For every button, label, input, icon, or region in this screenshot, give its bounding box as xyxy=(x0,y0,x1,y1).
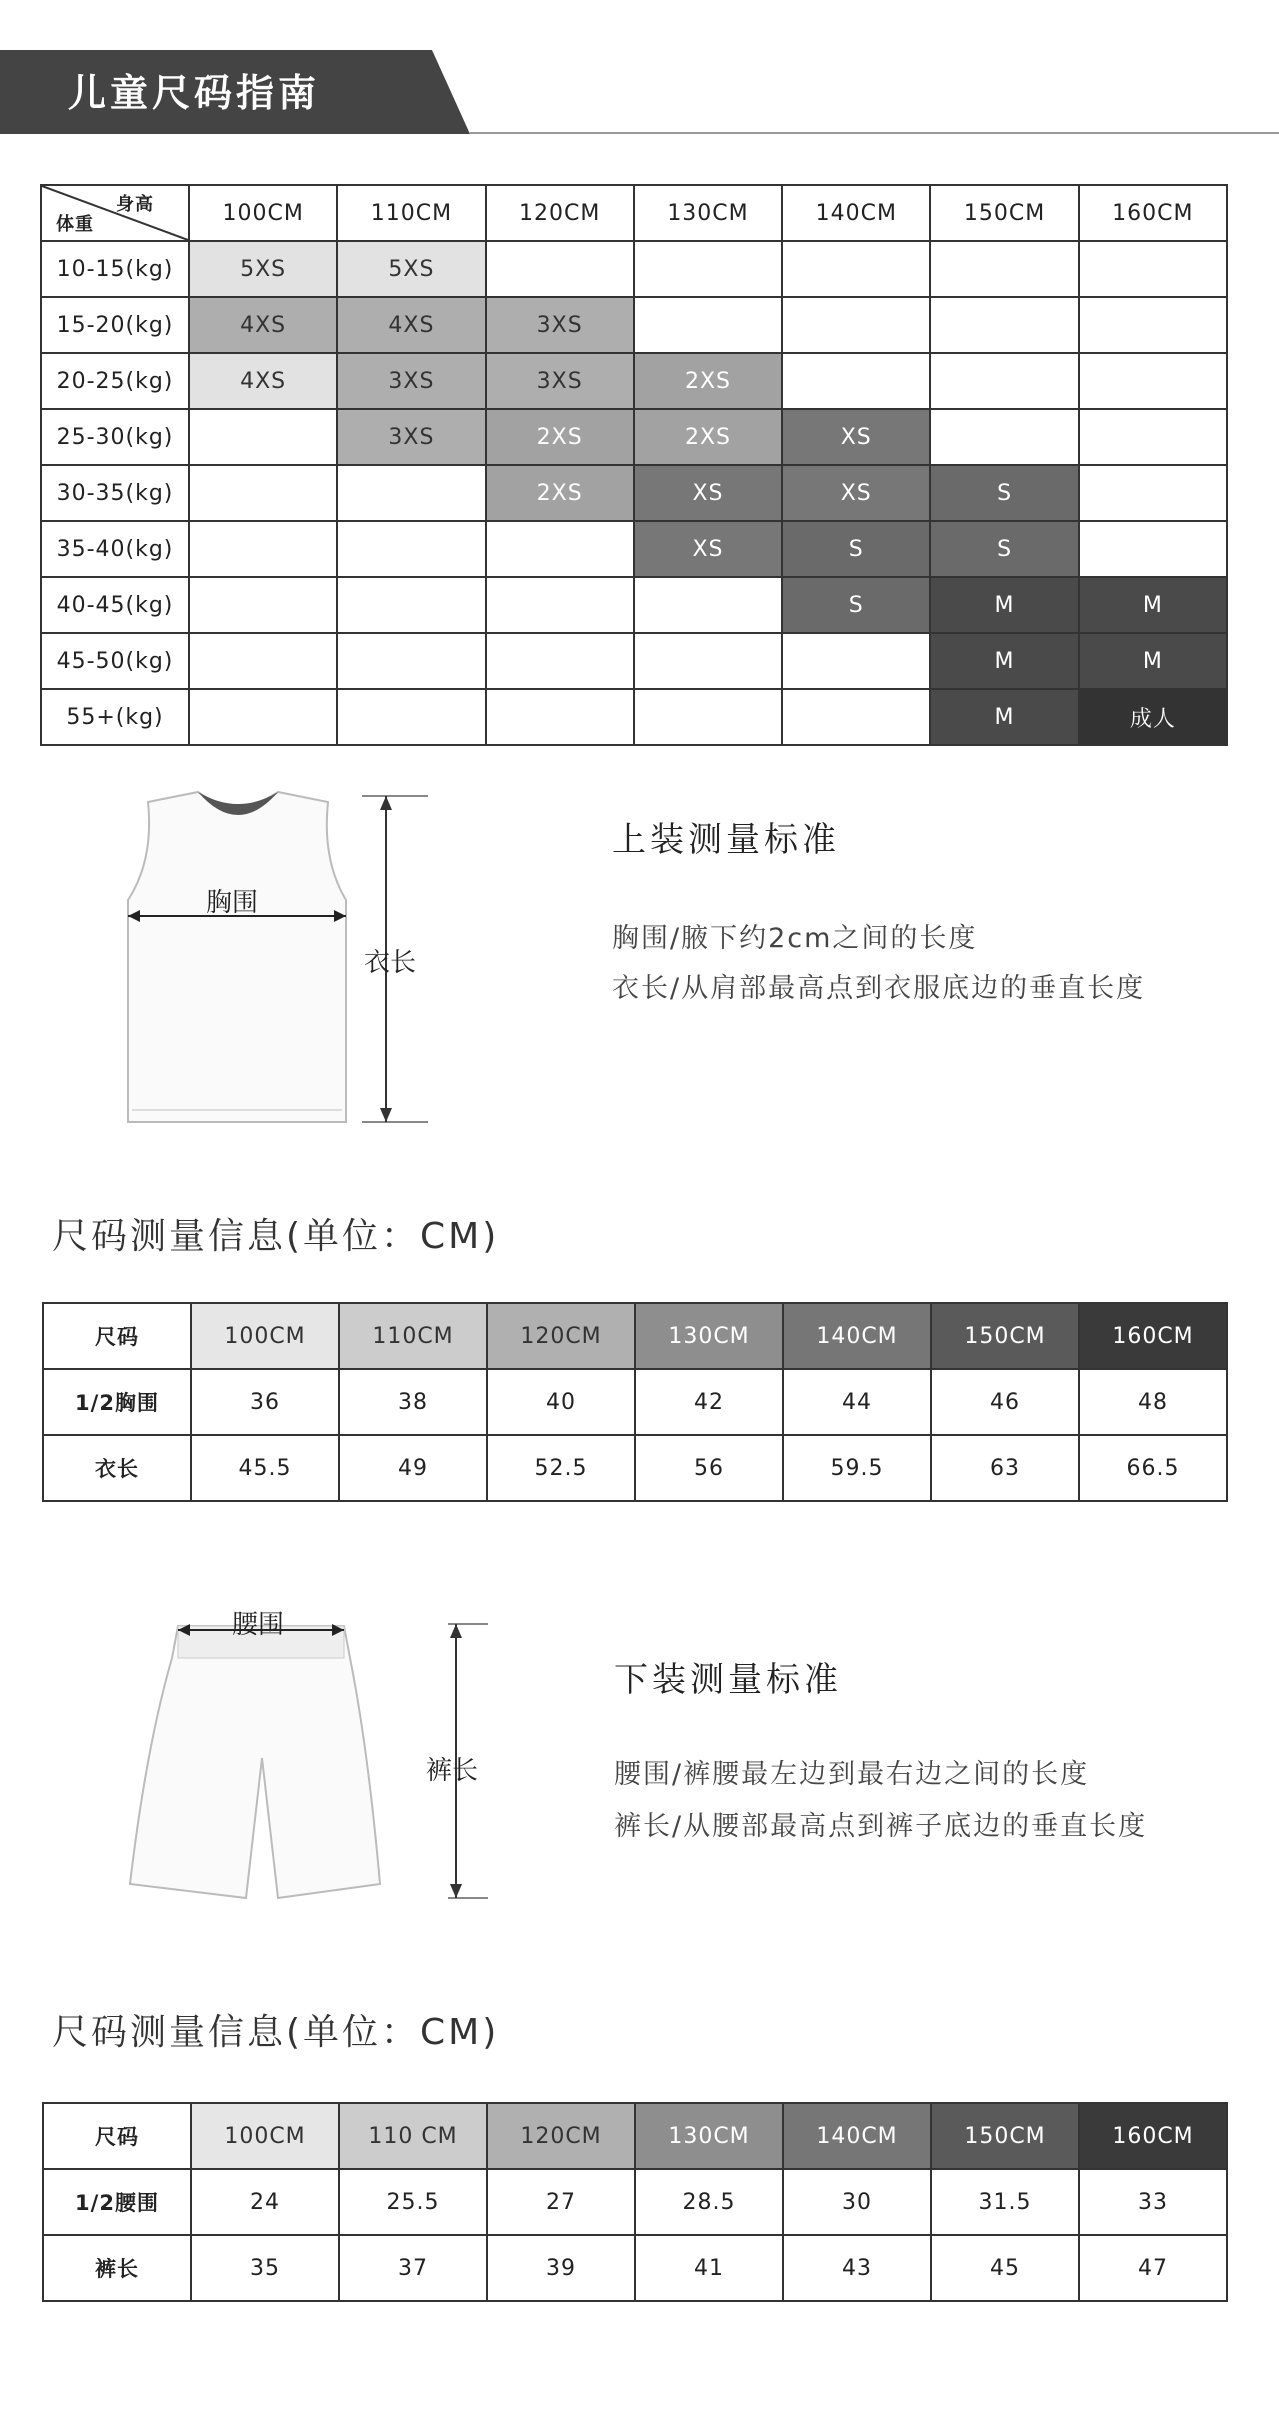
corner-height-label: 身高 xyxy=(116,194,154,215)
table-row xyxy=(43,1435,1227,1501)
size-column-header: 100CM xyxy=(191,1303,339,1369)
bottom-measure-table xyxy=(42,2102,1228,2302)
row-label: 裤长 xyxy=(43,2235,191,2301)
size-cell: 4XS xyxy=(337,297,485,353)
size-column-header: 120CM xyxy=(487,2103,635,2169)
table-cell: 47 xyxy=(1079,2235,1227,2301)
size-cell: 3XS xyxy=(337,353,485,409)
weight-label: 45-50(kg) xyxy=(41,633,189,689)
size-cell xyxy=(1079,241,1227,297)
size-cell: M xyxy=(930,633,1078,689)
table-cell: 52.5 xyxy=(487,1435,635,1501)
table-cell: 59.5 xyxy=(783,1435,931,1501)
size-chart-row xyxy=(41,689,1227,745)
size-cell: 5XS xyxy=(189,241,337,297)
size-cell xyxy=(1079,465,1227,521)
table-cell: 44 xyxy=(783,1369,931,1435)
waist-label: 腰围 xyxy=(232,1610,285,1640)
size-chart-row xyxy=(41,409,1227,465)
table-cell: 40 xyxy=(487,1369,635,1435)
size-chart-row xyxy=(41,353,1227,409)
size-column-header: 150CM xyxy=(931,1303,1079,1369)
size-chart-row xyxy=(41,297,1227,353)
size-cell xyxy=(782,353,930,409)
size-cell: 3XS xyxy=(486,297,634,353)
weight-label: 15-20(kg) xyxy=(41,297,189,353)
corner-cell xyxy=(41,185,189,241)
table-cell: 27 xyxy=(487,2169,635,2235)
size-header-label: 尺码 xyxy=(43,2103,191,2169)
jersey-length-label: 衣长 xyxy=(364,948,417,978)
top-measure-line: 衣长/从肩部最高点到衣服底边的垂直长度 xyxy=(612,973,1146,1004)
size-cell: 4XS xyxy=(189,353,337,409)
height-header: 120CM xyxy=(486,185,634,241)
page-title: 儿童尺码指南 xyxy=(68,71,321,115)
table-cell: 33 xyxy=(1079,2169,1227,2235)
size-cell xyxy=(189,465,337,521)
bottom-info-title: 尺码测量信息(单位：CM) xyxy=(52,2012,500,2053)
size-cell xyxy=(634,689,782,745)
size-column-header: 130CM xyxy=(635,1303,783,1369)
table-cell: 24 xyxy=(191,2169,339,2235)
weight-label: 20-25(kg) xyxy=(41,353,189,409)
size-column-header: 100CM xyxy=(191,2103,339,2169)
height-header: 130CM xyxy=(634,185,782,241)
size-cell xyxy=(782,633,930,689)
table-cell: 63 xyxy=(931,1435,1079,1501)
top-measure-title: 上装测量标准 xyxy=(612,820,840,860)
size-cell: 成人 xyxy=(1079,689,1227,745)
size-cell xyxy=(486,689,634,745)
top-measure-line: 胸围/腋下约2cm之间的长度 xyxy=(612,923,978,954)
bottom-measure-title: 下装测量标准 xyxy=(614,1660,842,1700)
size-cell xyxy=(486,577,634,633)
size-cell: XS xyxy=(634,521,782,577)
size-cell: 2XS xyxy=(634,409,782,465)
weight-label: 10-15(kg) xyxy=(41,241,189,297)
size-cell xyxy=(486,633,634,689)
size-chart-table xyxy=(40,184,1228,746)
size-cell xyxy=(337,689,485,745)
size-column-header: 110 CM xyxy=(339,2103,487,2169)
size-cell: XS xyxy=(634,465,782,521)
size-cell: S xyxy=(930,521,1078,577)
size-column-header: 150CM xyxy=(931,2103,1079,2169)
size-column-header: 120CM xyxy=(487,1303,635,1369)
table-cell: 35 xyxy=(191,2235,339,2301)
height-header: 150CM xyxy=(930,185,1078,241)
bottom-measure-line: 腰围/裤腰最左边到最右边之间的长度 xyxy=(614,1759,1090,1790)
size-cell: XS xyxy=(782,465,930,521)
size-chart-row xyxy=(41,521,1227,577)
weight-label: 40-45(kg) xyxy=(41,577,189,633)
size-cell xyxy=(1079,409,1227,465)
table-cell: 45 xyxy=(931,2235,1079,2301)
size-cell: 2XS xyxy=(634,353,782,409)
size-cell xyxy=(189,521,337,577)
corner-weight-label: 体重 xyxy=(56,214,94,235)
row-label: 衣长 xyxy=(43,1435,191,1501)
size-cell xyxy=(930,353,1078,409)
size-cell xyxy=(634,241,782,297)
weight-label: 55+(kg) xyxy=(41,689,189,745)
size-cell: M xyxy=(930,689,1078,745)
size-cell xyxy=(930,409,1078,465)
table-cell: 45.5 xyxy=(191,1435,339,1501)
size-cell xyxy=(782,241,930,297)
height-header: 100CM xyxy=(189,185,337,241)
top-measure-table xyxy=(42,1302,1228,1502)
row-label: 1/2腰围 xyxy=(43,2169,191,2235)
weight-label: 25-30(kg) xyxy=(41,409,189,465)
size-cell: 3XS xyxy=(337,409,485,465)
size-column-header: 110CM xyxy=(339,1303,487,1369)
height-header: 140CM xyxy=(782,185,930,241)
table-cell: 42 xyxy=(635,1369,783,1435)
row-label: 1/2胸围 xyxy=(43,1369,191,1435)
size-cell xyxy=(189,633,337,689)
size-cell: 4XS xyxy=(189,297,337,353)
size-column-header: 140CM xyxy=(783,1303,931,1369)
size-cell: 3XS xyxy=(486,353,634,409)
size-header-label: 尺码 xyxy=(43,1303,191,1369)
height-header: 160CM xyxy=(1079,185,1227,241)
table-cell: 37 xyxy=(339,2235,487,2301)
size-cell xyxy=(337,465,485,521)
header-divider xyxy=(470,132,1279,134)
weight-label: 35-40(kg) xyxy=(41,521,189,577)
size-chart-row xyxy=(41,465,1227,521)
size-cell xyxy=(337,577,485,633)
size-cell xyxy=(782,297,930,353)
table-cell: 39 xyxy=(487,2235,635,2301)
size-cell: M xyxy=(1079,633,1227,689)
chest-label: 胸围 xyxy=(206,888,259,918)
table-cell: 43 xyxy=(783,2235,931,2301)
size-cell xyxy=(1079,353,1227,409)
table-row xyxy=(43,2169,1227,2235)
size-cell xyxy=(189,409,337,465)
table-cell: 46 xyxy=(931,1369,1079,1435)
size-cell xyxy=(634,633,782,689)
shorts-length-label: 裤长 xyxy=(426,1756,479,1786)
size-cell xyxy=(189,689,337,745)
size-cell xyxy=(337,521,485,577)
size-column-header: 160CM xyxy=(1079,1303,1227,1369)
size-cell xyxy=(189,577,337,633)
size-chart-row xyxy=(41,241,1227,297)
size-column-header: 160CM xyxy=(1079,2103,1227,2169)
size-cell: M xyxy=(1079,577,1227,633)
size-cell xyxy=(1079,297,1227,353)
size-cell xyxy=(930,241,1078,297)
size-cell: S xyxy=(782,521,930,577)
weight-label: 30-35(kg) xyxy=(41,465,189,521)
table-row xyxy=(43,1369,1227,1435)
table-cell: 36 xyxy=(191,1369,339,1435)
table-header-row xyxy=(43,2103,1227,2169)
table-cell: 30 xyxy=(783,2169,931,2235)
table-cell: 49 xyxy=(339,1435,487,1501)
table-cell: 25.5 xyxy=(339,2169,487,2235)
top-info-title: 尺码测量信息(单位：CM) xyxy=(52,1216,500,1257)
size-column-header: 140CM xyxy=(783,2103,931,2169)
size-cell xyxy=(1079,521,1227,577)
size-column-header: 130CM xyxy=(635,2103,783,2169)
table-cell: 38 xyxy=(339,1369,487,1435)
size-cell: S xyxy=(782,577,930,633)
height-header: 110CM xyxy=(337,185,485,241)
size-cell xyxy=(486,521,634,577)
size-cell: 2XS xyxy=(486,465,634,521)
size-cell: XS xyxy=(782,409,930,465)
table-cell: 48 xyxy=(1079,1369,1227,1435)
table-cell: 31.5 xyxy=(931,2169,1079,2235)
bottom-measure-line: 裤长/从腰部最高点到裤子底边的垂直长度 xyxy=(614,1811,1148,1842)
table-row xyxy=(43,2235,1227,2301)
table-cell: 56 xyxy=(635,1435,783,1501)
size-cell: 5XS xyxy=(337,241,485,297)
size-cell xyxy=(634,577,782,633)
size-chart-row xyxy=(41,633,1227,689)
size-cell: S xyxy=(930,465,1078,521)
size-chart-header-row xyxy=(41,185,1227,241)
size-cell xyxy=(634,297,782,353)
size-cell xyxy=(782,689,930,745)
size-cell: 2XS xyxy=(486,409,634,465)
size-cell: M xyxy=(930,577,1078,633)
size-cell xyxy=(486,241,634,297)
table-header-row xyxy=(43,1303,1227,1369)
size-chart-row xyxy=(41,577,1227,633)
table-cell: 66.5 xyxy=(1079,1435,1227,1501)
table-cell: 28.5 xyxy=(635,2169,783,2235)
size-cell xyxy=(337,633,485,689)
table-cell: 41 xyxy=(635,2235,783,2301)
size-cell xyxy=(930,297,1078,353)
